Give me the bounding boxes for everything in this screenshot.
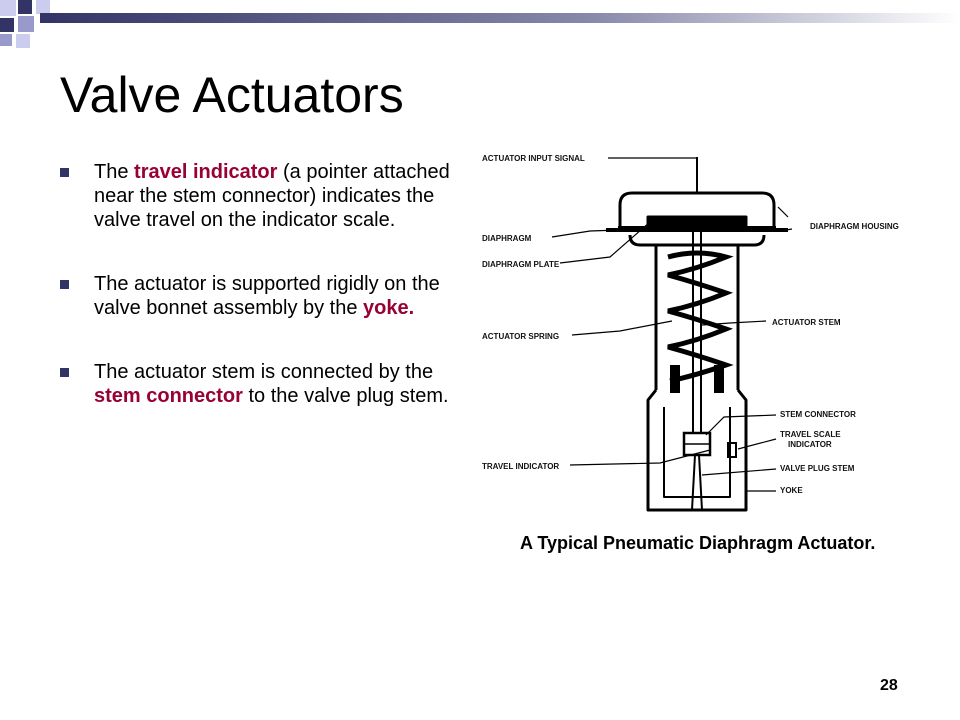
bullet-item: [60, 160, 450, 232]
seal-right: [714, 365, 724, 393]
label-travel-indicator: TRAVEL INDICATOR: [482, 462, 560, 471]
corner-squares-decoration: [0, 0, 80, 60]
label-diaphragm-plate: DIAPHRAGM PLATE: [482, 260, 560, 269]
bullet-highlight-term: yoke.: [363, 297, 415, 319]
plug-stem-right: [699, 455, 702, 510]
label-stem-connector: STEM CONNECTOR: [780, 410, 856, 419]
bullet-square-icon: [60, 368, 69, 377]
bullet-text-after: to the valve plug stem.: [242, 385, 449, 407]
label-actuator-stem: ACTUATOR STEM: [772, 318, 841, 327]
actuator-diagram-svg: [480, 145, 920, 525]
slide-title: Valve Actuators: [60, 67, 404, 123]
bullet-square-icon: [60, 168, 69, 177]
label-travel-scale: TRAVEL SCALE: [780, 430, 841, 439]
label-yoke: YOKE: [780, 486, 803, 495]
bullet-square-icon: [60, 280, 69, 289]
bullet-item: [60, 360, 450, 408]
bullet-item: [60, 272, 450, 320]
bullet-text-before: The actuator stem is connected by the: [94, 361, 434, 383]
plug-stem-left: [692, 455, 695, 510]
label-actuator-spring: ACTUATOR SPRING: [482, 332, 560, 341]
label-diaphragm: DIAPHRAGM: [482, 234, 532, 243]
label-travel-scale-indicator: INDICATOR: [788, 440, 832, 449]
bullet-highlight-term: travel indicator: [134, 161, 278, 183]
actuator-spring: [668, 253, 726, 381]
bullet-highlight-term: stem connector: [94, 385, 243, 407]
bullet-text-after: (a pointer attached near the stem connector) indicates the valve travel on the indicator scale.: [94, 161, 450, 231]
bullet-text-before: The: [94, 161, 135, 183]
diaphragm-plate: [648, 217, 746, 225]
label-valve-plug-stem: VALVE PLUG STEM: [780, 464, 855, 473]
label-actuator-input-signal: ACTUATOR INPUT SIGNAL: [482, 154, 585, 163]
actuator-diagram: [480, 145, 920, 575]
figure-caption: A Typical Pneumatic Diaphragm Actuator.: [520, 533, 876, 553]
top-gradient-bar: [40, 13, 960, 23]
housing-lower: [630, 235, 764, 245]
bullet-list: [60, 160, 450, 448]
page-number: 28: [880, 677, 898, 694]
label-diaphragm-housing: DIAPHRAGM HOUSING: [810, 222, 899, 231]
seal-left: [670, 365, 680, 393]
bullet-text-before: The actuator is supported rigidly on the valve bonnet assembly by the: [94, 273, 440, 319]
